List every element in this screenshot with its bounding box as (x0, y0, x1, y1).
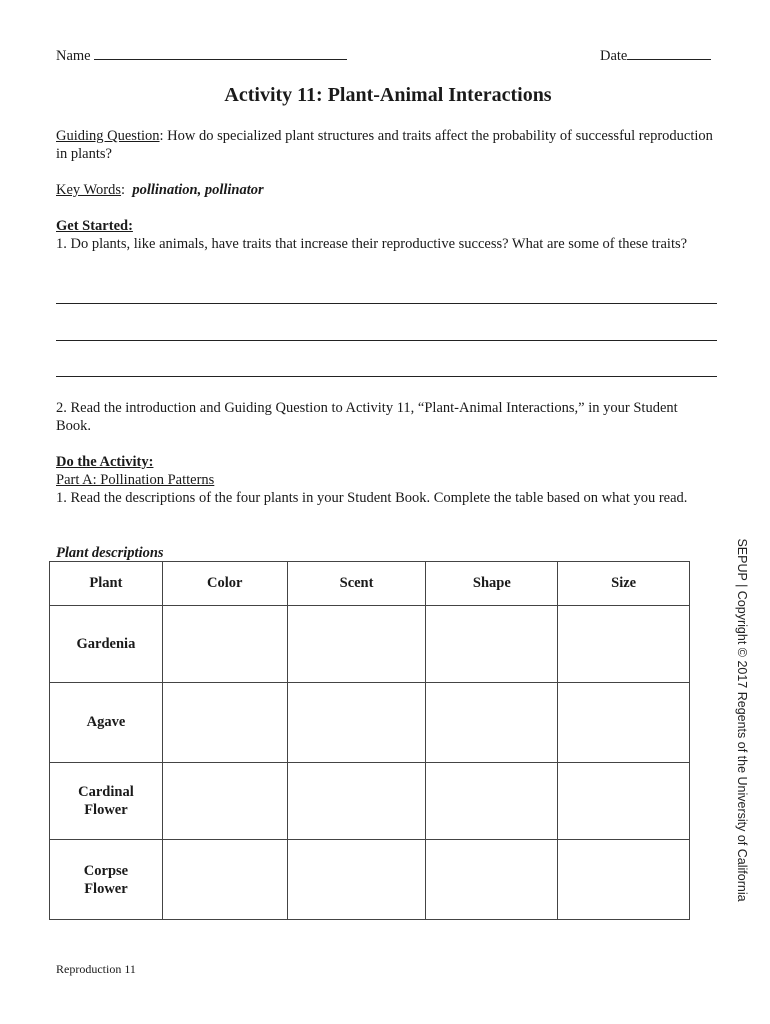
plant-name-line-2: Flower (84, 802, 128, 818)
page-title: Activity 11: Plant-Animal Interactions (224, 84, 552, 106)
plant-descriptions-table (49, 561, 690, 920)
size-cell[interactable] (558, 606, 690, 683)
plant-name-cell (50, 683, 163, 763)
column-header-size: Size (558, 562, 690, 606)
plant-name-cell (50, 840, 163, 920)
get-started-question-2: 2. Read the introduction and Guiding Question to Activity 11, “Plant-Animal Interactions,” in your Student Book. (56, 400, 678, 434)
size-cell[interactable] (558, 683, 690, 763)
table-header-row (50, 562, 690, 606)
key-words-separator: : (121, 182, 126, 198)
shape-cell[interactable] (426, 840, 558, 920)
get-started-heading: Get Started: (56, 218, 133, 234)
color-cell[interactable] (162, 763, 287, 840)
shape-cell[interactable] (426, 763, 558, 840)
column-header-plant: Plant (50, 562, 163, 606)
page-footer: Reproduction 11 (56, 962, 136, 976)
plant-name-line-1: Corpse (83, 862, 129, 879)
plant-name-line-1: Cardinal (78, 784, 134, 800)
scent-cell[interactable] (287, 683, 426, 763)
column-header-shape: Shape (426, 562, 558, 606)
answer-line-2[interactable] (56, 340, 717, 341)
column-header-color: Color (162, 562, 287, 606)
get-started-question-1: 1. Do plants, like animals, have traits that increase their reproductive success? What are some of these traits? (56, 236, 688, 252)
color-cell[interactable] (162, 683, 287, 763)
table-row (50, 763, 690, 840)
shape-cell[interactable] (426, 683, 558, 763)
color-cell[interactable] (162, 606, 287, 683)
name-blank[interactable] (94, 47, 347, 60)
name-label: Name (56, 48, 91, 64)
table-caption: Plant descriptions (56, 545, 164, 561)
size-cell[interactable] (558, 763, 690, 840)
date-label: Date (600, 48, 628, 64)
guiding-question (56, 127, 716, 163)
table-row (50, 683, 690, 763)
shape-cell[interactable] (426, 606, 558, 683)
size-cell[interactable] (558, 840, 690, 920)
table-row (50, 840, 690, 920)
answer-line-3[interactable] (56, 376, 717, 377)
date-field[interactable] (600, 47, 711, 65)
color-cell[interactable] (162, 840, 287, 920)
column-header-scent: Scent (287, 562, 426, 606)
copyright-notice: SEPUP | Copyright © 2017 Regents of the University of California (735, 538, 749, 902)
name-field[interactable] (56, 47, 347, 65)
scent-cell[interactable] (287, 840, 426, 920)
key-words (56, 181, 716, 199)
plant-name-cell (50, 606, 163, 683)
plant-name-cell (50, 763, 163, 840)
plant-name: Agave (86, 714, 126, 730)
key-words-label: Key Words (56, 182, 122, 198)
scent-cell[interactable] (287, 606, 426, 683)
guiding-question-text: : How do specialized plant structures and traits affect the probability of successful reproduction in plants? (56, 128, 713, 162)
plant-name-line-2: Flower (84, 880, 128, 897)
answer-line-1[interactable] (56, 303, 717, 304)
table-row (50, 606, 690, 683)
date-blank[interactable] (627, 47, 711, 60)
plant-name: Gardenia (76, 635, 136, 652)
guiding-question-label: Guiding Question (56, 128, 160, 144)
part-a-heading: Part A: Pollination Patterns (56, 472, 215, 488)
do-activity-question-1: 1. Read the descriptions of the four plants in your Student Book. Complete the table based on what you read. (56, 490, 688, 506)
scent-cell[interactable] (287, 763, 426, 840)
do-activity-heading: Do the Activity: (56, 454, 154, 470)
key-words-list: pollination, pollinator (132, 182, 264, 198)
